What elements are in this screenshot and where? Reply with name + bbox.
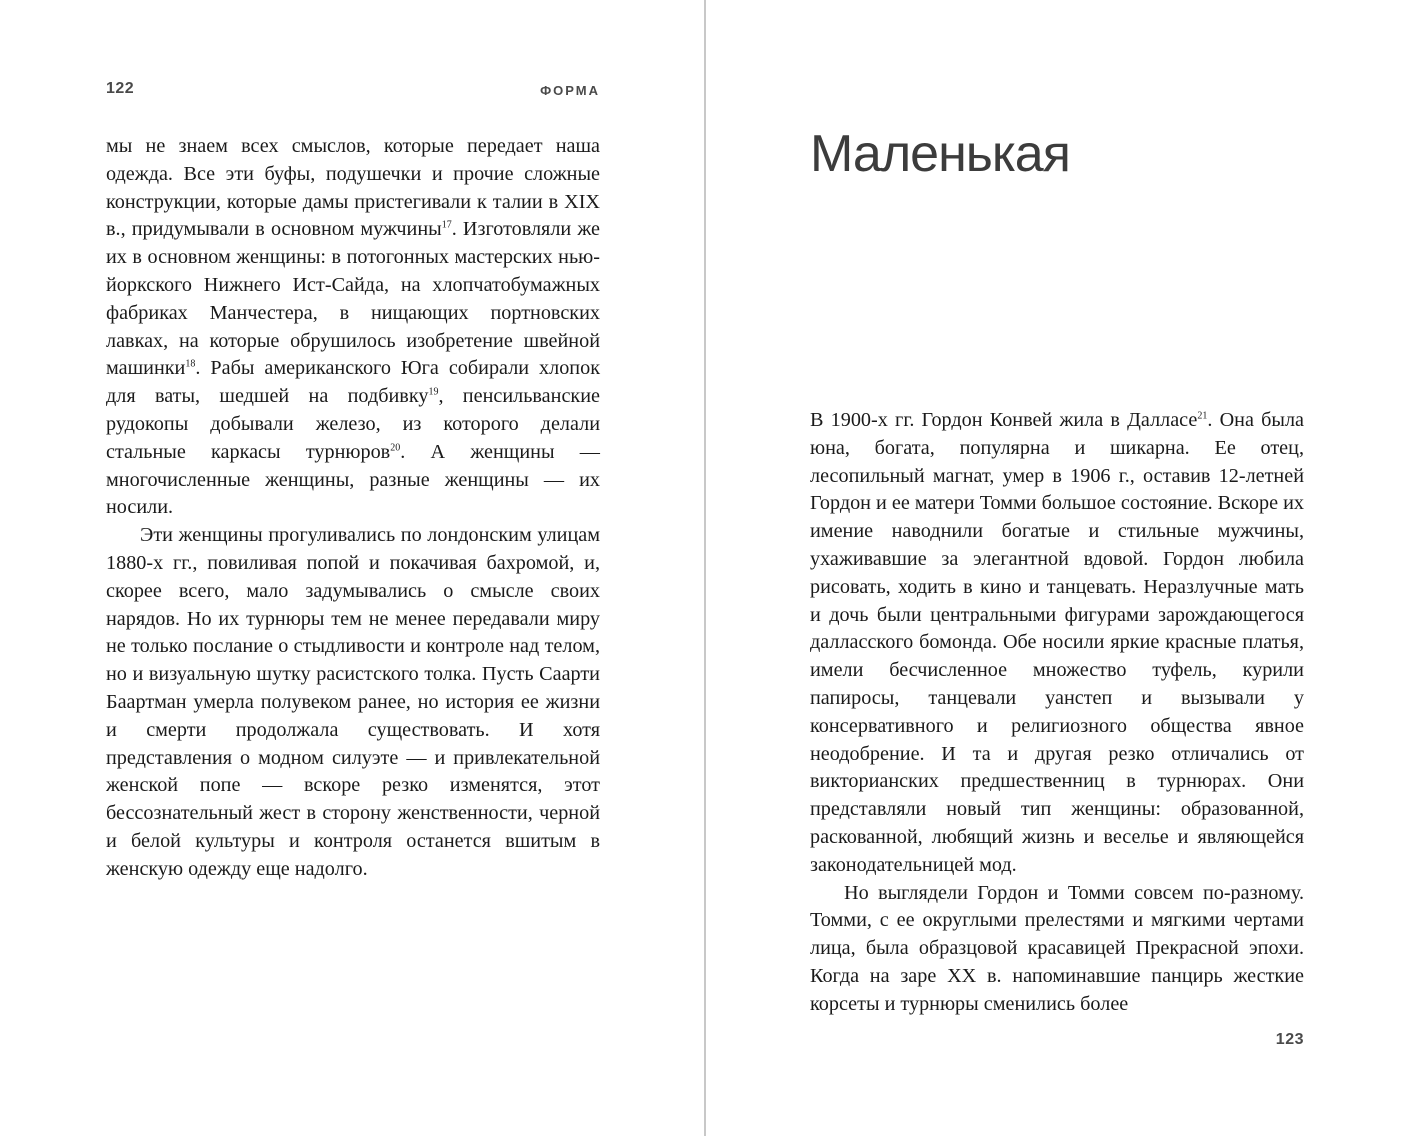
text-run: . Она была юна, богата, популярна и шикарна. Ее отец, лесопильный магнат, умер в 1906 г., оставив 12-летней Гордон и ее матери Томми большое состояние. Вскоре их имение наводнили богатые и стильные мужчины, ухаживавшие за элегантной вдовой. Гордон любила рисовать, ходить в кино и танцевать. Неразлучные мать и дочь были центральными фигурами зарождающегося далласского бомонда. Обе носили яркие красные платья, имели бесчисленное множество туфель, курили папиросы, танцевали уанстеп и вызывали у консервативного и религиозного общества явное неодобрение. И та и другая резко отличались от викторианских предшественниц в турнюрах. Они представляли новый тип женщины: образованной, раскованной, любящий жизнь и веселье и являющейся законодательницей мод. bbox=[810, 409, 1304, 876]
text-run: . А женщины — многочисленные женщины, разные женщины — их носили. bbox=[106, 440, 600, 519]
right-page-body bbox=[810, 407, 1304, 1019]
footnote-marker: 17 bbox=[441, 219, 452, 231]
left-page-body bbox=[106, 133, 600, 884]
right-page-number: 123 bbox=[1275, 1031, 1304, 1048]
footnote-marker: 20 bbox=[390, 442, 401, 454]
footnote-marker: 21 bbox=[1197, 410, 1208, 422]
chapter-title: Маленькая bbox=[810, 125, 1070, 183]
paragraph bbox=[106, 522, 600, 883]
text-run: . Изготовляли же их в основном женщины: в потогонных мастерских нью-йоркского Нижнего Ист-Сайда, на хлопчатобумажных фабриках Манчестера, в нищающих портновских лавках, на которые обрушилось изобретение швейной машинки bbox=[106, 218, 600, 380]
text-run: Эти женщины прогуливались по лондонским улицам 1880-х гг., повиливая попой и покачивая бахромой, и, скорее всего, мало задумывались о смысле своих нарядов. Но их турнюры тем не менее передавали миру не только послание о стыдливости и контроле над телом, но и визуальную шутку расистского толка. Пусть Саарти Баартман умерла полувеком ранее, но история ее жизни и смерти продолжала существовать. И хотя представления о модном силуэте — и привлекательной женской попе — вскоре резко изменятся, этот бессознательный жест в сторону женственности, черной и белой культуры и контроля останется вшитым в женскую одежду еще надолго. bbox=[106, 524, 600, 880]
text-run: . Рабы американского Юга собирали хлопок для ваты, шедшей на подбивку bbox=[106, 357, 600, 408]
text-run: В 1900-х гг. Гордон Конвей жила в Далласе bbox=[810, 409, 1198, 431]
page-gutter bbox=[704, 0, 706, 1136]
footnote-marker: 19 bbox=[428, 386, 439, 398]
running-head: ФОРМА bbox=[540, 83, 600, 98]
text-run: Но выглядели Гордон и Томми совсем по-разному. Томми, с ее округлыми прелестями и мягкими чертами лица, была образцовой красавицей Прекрасной эпохи. Когда на заре XX в. напоминавшие панцирь жесткие корсеты и турнюры сменились более bbox=[810, 881, 1304, 1015]
left-page-number: 122 bbox=[106, 80, 135, 97]
left-page-header bbox=[106, 80, 600, 104]
text-run: , пенсильванские рудокопы добывали железо, из которого делали стальные каркасы турнюров bbox=[106, 385, 600, 463]
footnote-marker: 18 bbox=[185, 358, 196, 370]
text-run: мы не знаем всех смыслов, которые передает наша одежда. Все эти буфы, подушечки и прочие сложные конструкции, которые дамы пристегивали к талии в XIX в., придумывали в основном мужчины bbox=[106, 135, 600, 241]
paragraph bbox=[106, 133, 600, 522]
paragraph bbox=[810, 880, 1304, 1019]
paragraph bbox=[810, 407, 1304, 880]
